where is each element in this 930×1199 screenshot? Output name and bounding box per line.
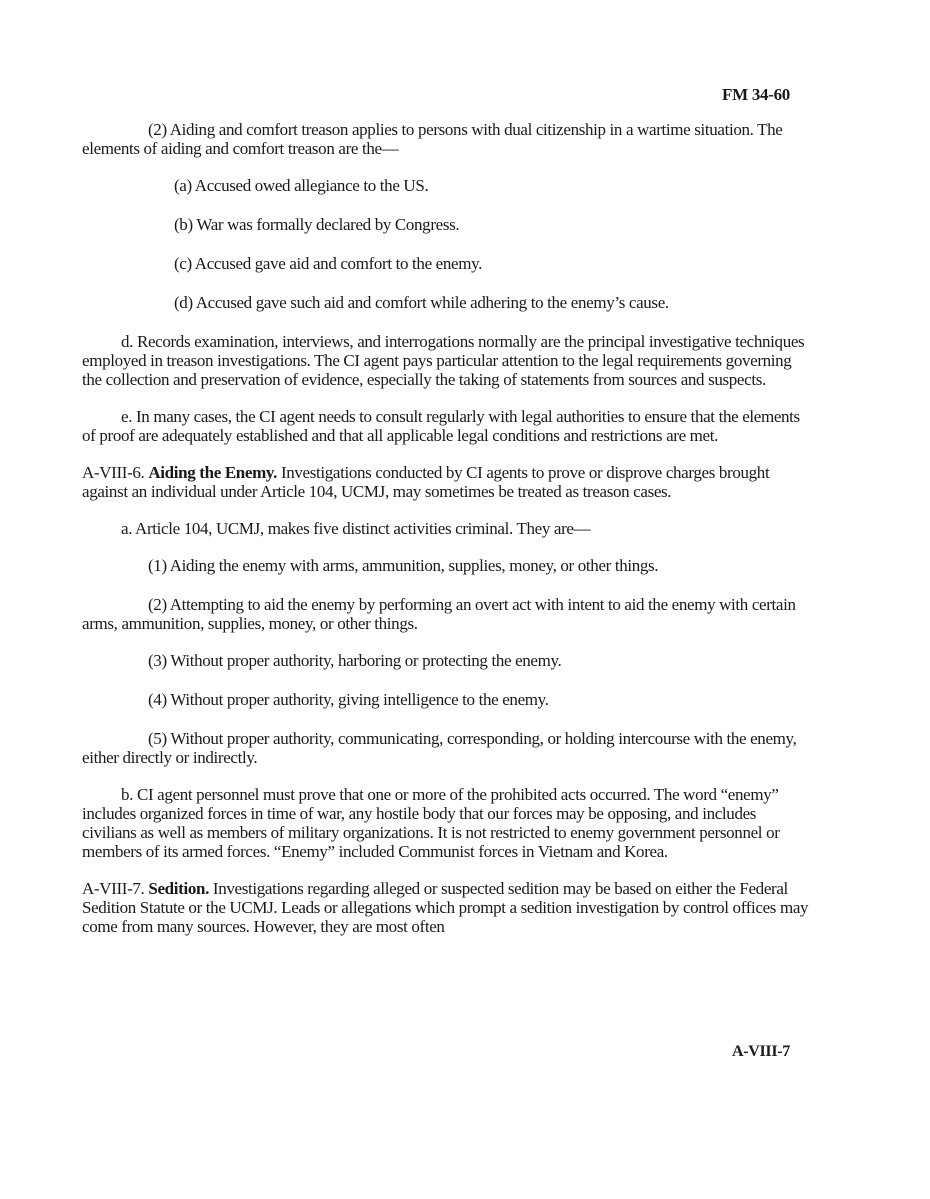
paragraph-2c: (c) Accused gave aid and comfort to the enemy. <box>174 254 483 273</box>
section-text: Investigations conducted by CI agents to prove or disprove charges brought against an individual under Article 104, UCMJ, may sometimes be treated as treason cases. <box>82 463 770 501</box>
paragraph-d: d. Records examination, interviews, and interrogations normally are the principal investigative techniques employed in treason investigations. The CI agent pays particular attention to the legal requirements governing the collection and preservation of evidence, especially the taking of statements from sources and suspects. <box>82 332 805 389</box>
paragraph-a2: (2) Attempting to aid the enemy by performing an overt act with intent to aid the enemy with certain arms, ammunition, supplies, money, or other things. <box>82 595 796 633</box>
section-number: A-VIII-6. <box>82 463 145 482</box>
paragraph-a1: (1) Aiding the enemy with arms, ammunition, supplies, money, or other things. <box>148 556 659 575</box>
paragraph-e: e. In many cases, the CI agent needs to consult regularly with legal authorities to ensure that the elements of proof are adequately established and that all applicable legal conditions and restrictions are met. <box>82 407 800 445</box>
paragraph-a3: (3) Without proper authority, harboring or protecting the enemy. <box>148 651 562 670</box>
section-title: Sedition. <box>148 879 209 898</box>
document-body <box>82 120 812 954</box>
paragraph-b: b. CI agent personnel must prove that one or more of the prohibited acts occurred. The word “enemy” includes organized forces in time of war, any hostile body that our forces may be opposing, and includes civilians as well as members of military organizations. It is not restricted to enemy government personnel or members of its armed forces. “Enemy” included Communist forces in Vietnam and Korea. <box>82 785 780 861</box>
paragraph-2a: (a) Accused owed allegiance to the US. <box>174 176 429 195</box>
section-text: Investigations regarding alleged or suspected sedition may be based on either the Federal Sedition Statute or the UCMJ. Leads or allegations which prompt a sedition investigation by control offices may come from many sources. However, they are most often <box>82 879 809 936</box>
section-title: Aiding the Enemy. <box>148 463 278 482</box>
paragraph-a: a. Article 104, UCMJ, makes five distinct activities criminal. They are— <box>121 519 591 538</box>
paragraph-2b: (b) War was formally declared by Congress. <box>174 215 460 234</box>
paragraph-a5: (5) Without proper authority, communicating, corresponding, or holding intercourse with the enemy, either directly or indirectly. <box>82 729 797 767</box>
paragraph-2d: (d) Accused gave such aid and comfort while adhering to the enemy’s cause. <box>174 293 669 312</box>
paragraph-a4: (4) Without proper authority, giving intelligence to the enemy. <box>148 690 549 709</box>
section-number: A-VIII-7. <box>82 879 145 898</box>
paragraph-2-intro: (2) Aiding and comfort treason applies to persons with dual citizenship in a wartime situation. The elements of aiding and comfort treason are the— <box>82 120 783 158</box>
section-a-viii-7 <box>82 879 812 936</box>
section-a-viii-6 <box>82 463 812 501</box>
manual-code-header: FM 34-60 <box>722 85 790 104</box>
page-number-footer: A-VIII-7 <box>731 1043 790 1060</box>
